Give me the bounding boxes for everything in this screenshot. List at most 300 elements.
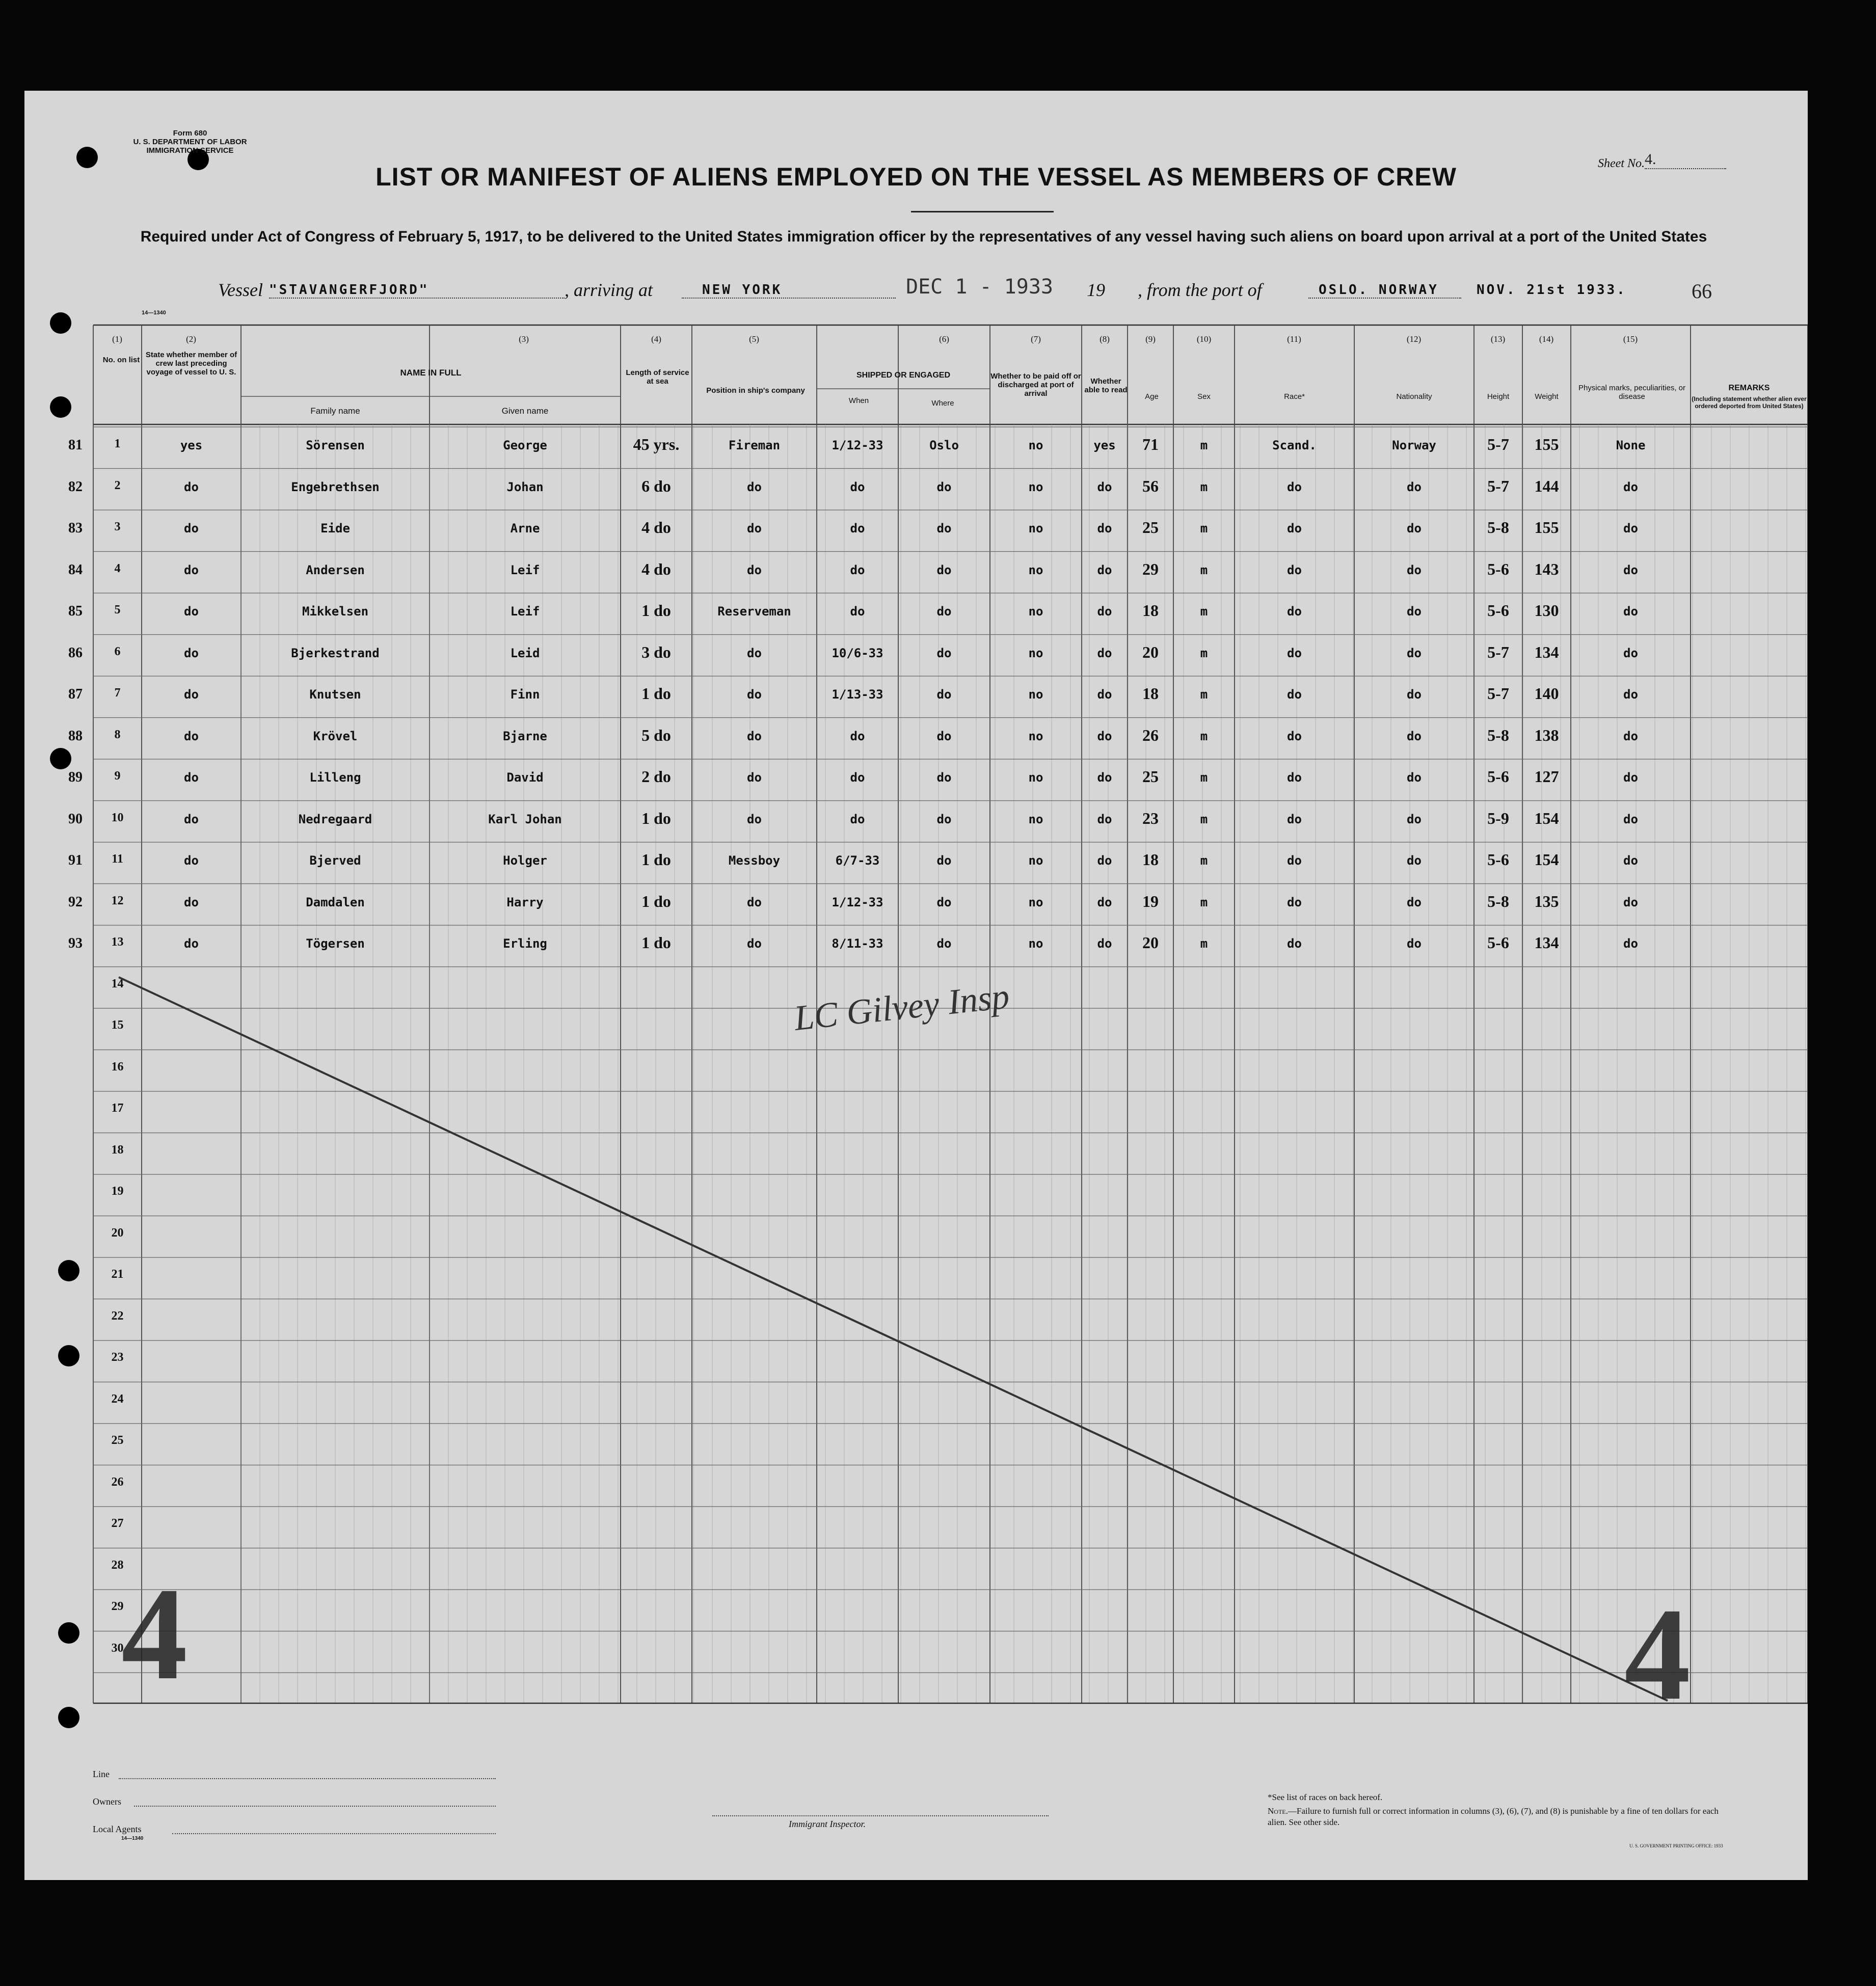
cell-age: 18 bbox=[1142, 601, 1159, 620]
cell-length: 6 do bbox=[641, 476, 671, 495]
cell-race: do bbox=[1287, 521, 1302, 535]
cell-nationality: do bbox=[1407, 521, 1422, 535]
cell-given: Arne bbox=[510, 521, 540, 535]
column-number: (4) bbox=[651, 334, 661, 344]
from-port: OSLO. NORWAY bbox=[1308, 282, 1461, 299]
header-age: Age bbox=[1145, 392, 1159, 401]
cell-age: 25 bbox=[1142, 767, 1159, 786]
cell-marks: do bbox=[1623, 770, 1638, 785]
column-number: (10) bbox=[1196, 334, 1212, 344]
cell-race: do bbox=[1287, 770, 1302, 785]
cell-age: 19 bbox=[1142, 892, 1159, 910]
cell-state: do bbox=[184, 812, 199, 826]
cell-age: 18 bbox=[1142, 850, 1159, 869]
cell-given: Leif bbox=[510, 562, 540, 577]
cell-race: do bbox=[1287, 895, 1302, 909]
cell-when: do bbox=[850, 729, 865, 743]
row-number: 13 bbox=[111, 935, 124, 949]
cell-weight: 127 bbox=[1534, 767, 1559, 786]
cell-position: do bbox=[747, 895, 762, 909]
cell-marks: do bbox=[1623, 646, 1638, 660]
cell-read: yes bbox=[1093, 438, 1116, 452]
cell-height: 5-9 bbox=[1487, 809, 1509, 827]
cell-height: 5-7 bbox=[1487, 435, 1509, 453]
cell-length: 1 do bbox=[641, 601, 671, 620]
cell-state: yes bbox=[180, 438, 203, 452]
row-number: 1 bbox=[114, 437, 121, 450]
cell-where: do bbox=[936, 895, 952, 909]
cell-when: 10/6-33 bbox=[832, 646, 883, 660]
cell-paid: no bbox=[1028, 562, 1043, 577]
cell-given: Karl Johan bbox=[488, 812, 562, 826]
stamped-sheet-number: 4 bbox=[121, 1561, 187, 1707]
cell-nationality: Norway bbox=[1392, 438, 1436, 452]
row-number: 6 bbox=[114, 645, 121, 658]
cell-marks: do bbox=[1623, 521, 1638, 535]
cell-given: Johan bbox=[506, 479, 544, 494]
cell-race: do bbox=[1287, 812, 1302, 826]
cell-sex: m bbox=[1200, 729, 1208, 743]
cell-sex: m bbox=[1200, 770, 1208, 785]
year-label: 19 bbox=[1087, 280, 1105, 300]
cell-when: do bbox=[850, 521, 865, 535]
cell-sex: m bbox=[1200, 562, 1208, 577]
header-name-in-full: NAME IN FULL bbox=[400, 368, 462, 378]
cell-marks: do bbox=[1623, 604, 1638, 619]
header-remarks-note: (Including statement whether alien ever ordered deported from United States) bbox=[1692, 395, 1807, 410]
cell-height: 5-7 bbox=[1487, 684, 1509, 703]
stock-code: 14—1340 bbox=[142, 310, 166, 316]
column-number: (5) bbox=[749, 334, 759, 344]
empty-row-number: 15 bbox=[111, 1018, 124, 1032]
form-number: Form 680 bbox=[173, 129, 207, 138]
margin-number: 87 bbox=[68, 686, 83, 702]
cell-height: 5-6 bbox=[1487, 850, 1509, 869]
vessel-label: Vessel bbox=[218, 280, 263, 300]
cell-position: do bbox=[747, 521, 762, 535]
row-number: 2 bbox=[114, 478, 121, 492]
cell-length: 2 do bbox=[641, 767, 671, 786]
cell-when: do bbox=[850, 604, 865, 619]
cell-state: do bbox=[184, 729, 199, 743]
line-field bbox=[119, 1778, 496, 1779]
row-number: 11 bbox=[112, 852, 123, 866]
cell-when: 1/13-33 bbox=[832, 687, 883, 702]
row-number: 9 bbox=[114, 769, 121, 783]
cell-nationality: do bbox=[1407, 646, 1422, 660]
cell-nationality: do bbox=[1407, 562, 1422, 577]
cell-when: 6/7-33 bbox=[835, 853, 880, 868]
inspector-field bbox=[712, 1815, 1049, 1816]
empty-row-number: 24 bbox=[111, 1392, 124, 1406]
cell-age: 71 bbox=[1142, 435, 1159, 453]
column-number: (8) bbox=[1100, 334, 1110, 344]
cell-height: 5-8 bbox=[1487, 892, 1509, 910]
owners-field bbox=[134, 1806, 496, 1807]
cell-position: Messboy bbox=[728, 853, 781, 868]
cell-position: do bbox=[747, 479, 762, 494]
header-read: Whether able to read bbox=[1084, 377, 1128, 394]
cell-read: do bbox=[1097, 604, 1112, 619]
arriving-label: , arriving at bbox=[565, 280, 653, 300]
cell-family: Lilleng bbox=[309, 770, 361, 785]
cell-given: Finn bbox=[510, 687, 540, 702]
cell-nationality: do bbox=[1407, 687, 1422, 702]
cell-family: Krövel bbox=[313, 729, 358, 743]
column-number: (11) bbox=[1287, 334, 1301, 344]
cell-state: do bbox=[184, 604, 199, 619]
fine-note bbox=[1268, 1806, 1736, 1828]
margin-number: 92 bbox=[68, 894, 83, 910]
margin-number: 91 bbox=[68, 852, 83, 868]
empty-row-number: 14 bbox=[111, 977, 124, 990]
cell-weight: 143 bbox=[1534, 559, 1559, 578]
cell-when: do bbox=[850, 479, 865, 494]
column-number: (1) bbox=[112, 334, 122, 344]
cell-read: do bbox=[1097, 812, 1112, 826]
cell-length: 1 do bbox=[641, 850, 671, 869]
cell-age: 26 bbox=[1142, 726, 1159, 744]
column-number: (6) bbox=[939, 334, 949, 344]
stamped-sheet-number-right: 4 bbox=[1624, 1581, 1691, 1728]
cell-position: do bbox=[747, 562, 762, 577]
header-weight: Weight bbox=[1535, 392, 1559, 401]
cell-age: 18 bbox=[1142, 684, 1159, 703]
cell-given: Erling bbox=[503, 936, 547, 951]
page-title: LIST OR MANIFEST OF ALIENS EMPLOYED ON THE VESSEL AS MEMBERS OF CREW bbox=[376, 163, 1457, 191]
cell-length: 3 do bbox=[641, 642, 671, 661]
cell-sex: m bbox=[1200, 687, 1208, 702]
cell-height: 5-6 bbox=[1487, 601, 1509, 620]
cell-paid: no bbox=[1028, 521, 1043, 535]
cell-where: do bbox=[936, 646, 952, 660]
cell-race: do bbox=[1287, 562, 1302, 577]
empty-row-number: 21 bbox=[111, 1268, 124, 1281]
header-height: Height bbox=[1487, 392, 1510, 401]
cell-sex: m bbox=[1200, 895, 1208, 909]
cell-position: do bbox=[747, 812, 762, 826]
cell-position: Fireman bbox=[728, 438, 781, 452]
cell-where: do bbox=[936, 729, 952, 743]
cell-where: do bbox=[936, 521, 952, 535]
cell-paid: no bbox=[1028, 936, 1043, 951]
cell-weight: 154 bbox=[1534, 850, 1559, 869]
owners-label: Owners bbox=[93, 1796, 121, 1807]
header-given-name: Given name bbox=[501, 406, 549, 416]
cell-read: do bbox=[1097, 562, 1112, 577]
margin-number: 84 bbox=[68, 561, 83, 578]
cell-position: do bbox=[747, 687, 762, 702]
inspector-label: Immigrant Inspector. bbox=[789, 1819, 866, 1829]
cell-where: do bbox=[936, 936, 952, 951]
margin-number: 83 bbox=[68, 520, 83, 536]
departure-date: NOV. 21st 1933. bbox=[1477, 282, 1627, 298]
cell-state: do bbox=[184, 479, 199, 494]
cell-state: do bbox=[184, 687, 199, 702]
cell-where: do bbox=[936, 479, 952, 494]
empty-row-number: 30 bbox=[111, 1641, 124, 1655]
cell-position: do bbox=[747, 729, 762, 743]
cell-family: Damdalen bbox=[306, 895, 365, 909]
cell-where: do bbox=[936, 687, 952, 702]
header-marks: Physical marks, peculiarities, or disease bbox=[1578, 384, 1686, 401]
cell-sex: m bbox=[1200, 438, 1208, 452]
cell-family: Mikkelsen bbox=[302, 604, 369, 619]
row-number: 4 bbox=[114, 561, 121, 575]
cell-weight: 144 bbox=[1534, 476, 1559, 495]
cell-height: 5-7 bbox=[1487, 642, 1509, 661]
cell-state: do bbox=[184, 646, 199, 660]
cell-given: George bbox=[503, 438, 547, 452]
cell-state: do bbox=[184, 895, 199, 909]
cell-family: Knutsen bbox=[309, 687, 361, 702]
cell-paid: no bbox=[1028, 729, 1043, 743]
empty-row-number: 29 bbox=[111, 1600, 124, 1613]
empty-row-number: 20 bbox=[111, 1226, 124, 1240]
cell-read: do bbox=[1097, 770, 1112, 785]
margin-number: 86 bbox=[68, 645, 83, 661]
cell-read: do bbox=[1097, 936, 1112, 951]
cell-weight: 134 bbox=[1534, 933, 1559, 952]
row-number: 12 bbox=[111, 894, 124, 907]
date-stamp: DEC 1 - 1933 bbox=[906, 275, 1053, 299]
cell-weight: 138 bbox=[1534, 726, 1559, 744]
cell-position: do bbox=[747, 646, 762, 660]
cell-family: Sörensen bbox=[306, 438, 365, 452]
manifest-sheet bbox=[24, 91, 1808, 1880]
cell-family: Tögersen bbox=[306, 936, 365, 951]
empty-row-number: 16 bbox=[111, 1060, 124, 1073]
cell-read: do bbox=[1097, 646, 1112, 660]
cell-length: 45 yrs. bbox=[633, 435, 680, 453]
empty-row-number: 25 bbox=[111, 1434, 124, 1447]
note-text: —Failure to furnish full or correct information in columns (3), (6), (7), and (8) is punishable by a fine of ten dollars for each alien. See other side. bbox=[1268, 1806, 1719, 1827]
cell-nationality: do bbox=[1407, 770, 1422, 785]
cell-where: do bbox=[936, 770, 952, 785]
cell-sex: m bbox=[1200, 604, 1208, 619]
cell-where: Oslo bbox=[929, 438, 959, 452]
cell-paid: no bbox=[1028, 770, 1043, 785]
cell-read: do bbox=[1097, 479, 1112, 494]
cell-length: 1 do bbox=[641, 809, 671, 827]
column-number: (14) bbox=[1539, 334, 1554, 344]
cell-sex: m bbox=[1200, 812, 1208, 826]
sheet-number: 4. bbox=[1645, 151, 1726, 169]
cell-position: do bbox=[747, 936, 762, 951]
header-race: Race* bbox=[1284, 392, 1305, 401]
races-note: *See list of races on back hereof. bbox=[1268, 1792, 1383, 1802]
column-number: (12) bbox=[1406, 334, 1422, 344]
cell-height: 5-6 bbox=[1487, 559, 1509, 578]
margin-number: 93 bbox=[68, 935, 83, 951]
cell-nationality: do bbox=[1407, 895, 1422, 909]
cell-given: Harry bbox=[506, 895, 544, 909]
cell-height: 5-8 bbox=[1487, 518, 1509, 536]
cell-sex: m bbox=[1200, 936, 1208, 951]
margin-number: 88 bbox=[68, 728, 83, 744]
cell-sex: m bbox=[1200, 853, 1208, 868]
row-number: 8 bbox=[114, 728, 121, 741]
cell-read: do bbox=[1097, 895, 1112, 909]
empty-row-number: 22 bbox=[111, 1309, 124, 1323]
column-number: (15) bbox=[1623, 334, 1638, 344]
cell-marks: None bbox=[1616, 438, 1646, 452]
cell-position: Reserveman bbox=[717, 604, 791, 619]
cell-age: 20 bbox=[1142, 933, 1159, 952]
page-subtitle: Required under Act of Congress of February 5, 1917, to be delivered to the United States immigration officer by the representatives of any vessel having such aliens on board upon arrival at a port of the United States bbox=[140, 228, 1707, 245]
cell-when: 8/11-33 bbox=[832, 936, 883, 951]
cell-when: do bbox=[850, 812, 865, 826]
empty-row-number: 19 bbox=[111, 1185, 124, 1198]
cell-nationality: do bbox=[1407, 812, 1422, 826]
sheet-label: Sheet No. bbox=[1598, 157, 1645, 170]
cell-where: do bbox=[936, 604, 952, 619]
cell-nationality: do bbox=[1407, 729, 1422, 743]
cell-race: do bbox=[1287, 604, 1302, 619]
cell-paid: no bbox=[1028, 812, 1043, 826]
cell-sex: m bbox=[1200, 646, 1208, 660]
cell-weight: 134 bbox=[1534, 642, 1559, 661]
footer-stock-code: 14—1340 bbox=[121, 1836, 144, 1841]
header-shipped: SHIPPED OR ENGAGED bbox=[856, 371, 951, 380]
cell-marks: do bbox=[1623, 687, 1638, 702]
cell-weight: 155 bbox=[1534, 518, 1559, 536]
cell-read: do bbox=[1097, 853, 1112, 868]
cell-paid: no bbox=[1028, 604, 1043, 619]
cell-race: do bbox=[1287, 479, 1302, 494]
cell-given: Leif bbox=[510, 604, 540, 619]
cell-age: 56 bbox=[1142, 476, 1159, 495]
column-number: (7) bbox=[1031, 334, 1041, 344]
header-sex: Sex bbox=[1197, 392, 1211, 401]
cell-when: do bbox=[850, 770, 865, 785]
inspector-signature: LC Gilvey Insp bbox=[792, 977, 1011, 1038]
handwritten-code: 66 bbox=[1692, 280, 1712, 303]
cell-length: 1 do bbox=[641, 933, 671, 952]
header-when: When bbox=[848, 396, 869, 405]
cell-age: 25 bbox=[1142, 518, 1159, 536]
form-department: U. S. DEPARTMENT OF LABOR bbox=[133, 138, 247, 146]
cell-height: 5-7 bbox=[1487, 476, 1509, 495]
cell-family: Bjerkestrand bbox=[291, 646, 380, 660]
cell-state: do bbox=[184, 562, 199, 577]
cell-paid: no bbox=[1028, 853, 1043, 868]
cell-length: 4 do bbox=[641, 559, 671, 578]
cell-marks: do bbox=[1623, 936, 1638, 951]
cell-where: do bbox=[936, 853, 952, 868]
cell-paid: no bbox=[1028, 438, 1043, 452]
header-where: Where bbox=[931, 399, 954, 408]
header-family-name: Family name bbox=[310, 406, 360, 416]
cell-race: Scand. bbox=[1272, 438, 1317, 452]
empty-row-number: 28 bbox=[111, 1558, 124, 1572]
cell-read: do bbox=[1097, 687, 1112, 702]
cell-length: 5 do bbox=[641, 726, 671, 744]
margin-number: 82 bbox=[68, 478, 83, 495]
cell-state: do bbox=[184, 853, 199, 868]
cell-where: do bbox=[936, 562, 952, 577]
cell-sex: m bbox=[1200, 521, 1208, 535]
cell-when: 1/12-33 bbox=[832, 438, 883, 452]
empty-row-number: 17 bbox=[111, 1102, 124, 1115]
cell-paid: no bbox=[1028, 646, 1043, 660]
cell-marks: do bbox=[1623, 562, 1638, 577]
cell-race: do bbox=[1287, 687, 1302, 702]
cell-marks: do bbox=[1623, 729, 1638, 743]
cell-height: 5-6 bbox=[1487, 933, 1509, 952]
empty-row-number: 27 bbox=[111, 1517, 124, 1530]
empty-row-number: 23 bbox=[111, 1351, 124, 1364]
cell-weight: 140 bbox=[1534, 684, 1559, 703]
line-label: Line bbox=[93, 1769, 110, 1779]
row-number: 3 bbox=[114, 520, 121, 533]
cell-state: do bbox=[184, 936, 199, 951]
margin-number: 89 bbox=[68, 769, 83, 785]
local-agents-field bbox=[172, 1833, 496, 1834]
cell-race: do bbox=[1287, 853, 1302, 868]
cell-nationality: do bbox=[1407, 604, 1422, 619]
cell-paid: no bbox=[1028, 895, 1043, 909]
arriving-port: NEW YORK bbox=[682, 282, 896, 299]
cell-state: do bbox=[184, 770, 199, 785]
header-state: State whether member of crew last preceding voyage of vessel to U. S. bbox=[145, 351, 237, 377]
cell-marks: do bbox=[1623, 853, 1638, 868]
cell-height: 5-8 bbox=[1487, 726, 1509, 744]
cell-when: do bbox=[850, 562, 865, 577]
from-label: , from the port of bbox=[1138, 280, 1262, 300]
cell-marks: do bbox=[1623, 812, 1638, 826]
margin-number: 85 bbox=[68, 603, 83, 619]
cell-sex: m bbox=[1200, 479, 1208, 494]
cell-when: 1/12-33 bbox=[832, 895, 883, 909]
cell-given: Holger bbox=[503, 853, 547, 868]
cell-age: 23 bbox=[1142, 809, 1159, 827]
cell-paid: no bbox=[1028, 687, 1043, 702]
empty-row-number: 18 bbox=[111, 1143, 124, 1157]
cell-given: Leid bbox=[510, 646, 540, 660]
cell-length: 1 do bbox=[641, 892, 671, 910]
cell-weight: 154 bbox=[1534, 809, 1559, 827]
cell-weight: 135 bbox=[1534, 892, 1559, 910]
cell-weight: 155 bbox=[1534, 435, 1559, 453]
cell-length: 1 do bbox=[641, 684, 671, 703]
printer-imprint: U. S. GOVERNMENT PRINTING OFFICE: 1933 bbox=[1629, 1843, 1723, 1848]
note-label: Note. bbox=[1268, 1806, 1288, 1816]
cell-race: do bbox=[1287, 936, 1302, 951]
header-nationality: Nationality bbox=[1396, 392, 1432, 401]
cell-marks: do bbox=[1623, 479, 1638, 494]
row-number: 5 bbox=[114, 603, 121, 616]
cell-where: do bbox=[936, 812, 952, 826]
cell-position: do bbox=[747, 770, 762, 785]
cell-nationality: do bbox=[1407, 936, 1422, 951]
cell-read: do bbox=[1097, 521, 1112, 535]
column-number: (13) bbox=[1490, 334, 1506, 344]
column-number: (9) bbox=[1145, 334, 1156, 344]
local-agents-label: Local Agents bbox=[93, 1824, 142, 1834]
cell-given: Bjarne bbox=[503, 729, 547, 743]
row-number: 7 bbox=[114, 686, 121, 700]
cell-family: Andersen bbox=[306, 562, 365, 577]
margin-number: 81 bbox=[68, 437, 83, 453]
cell-family: Eide bbox=[320, 521, 350, 535]
cell-race: do bbox=[1287, 646, 1302, 660]
header-position: Position in ship's company bbox=[706, 386, 805, 395]
cell-state: do bbox=[184, 521, 199, 535]
cell-race: do bbox=[1287, 729, 1302, 743]
cell-weight: 130 bbox=[1534, 601, 1559, 620]
vessel-name: "STAVANGERFJORD" bbox=[269, 282, 565, 299]
